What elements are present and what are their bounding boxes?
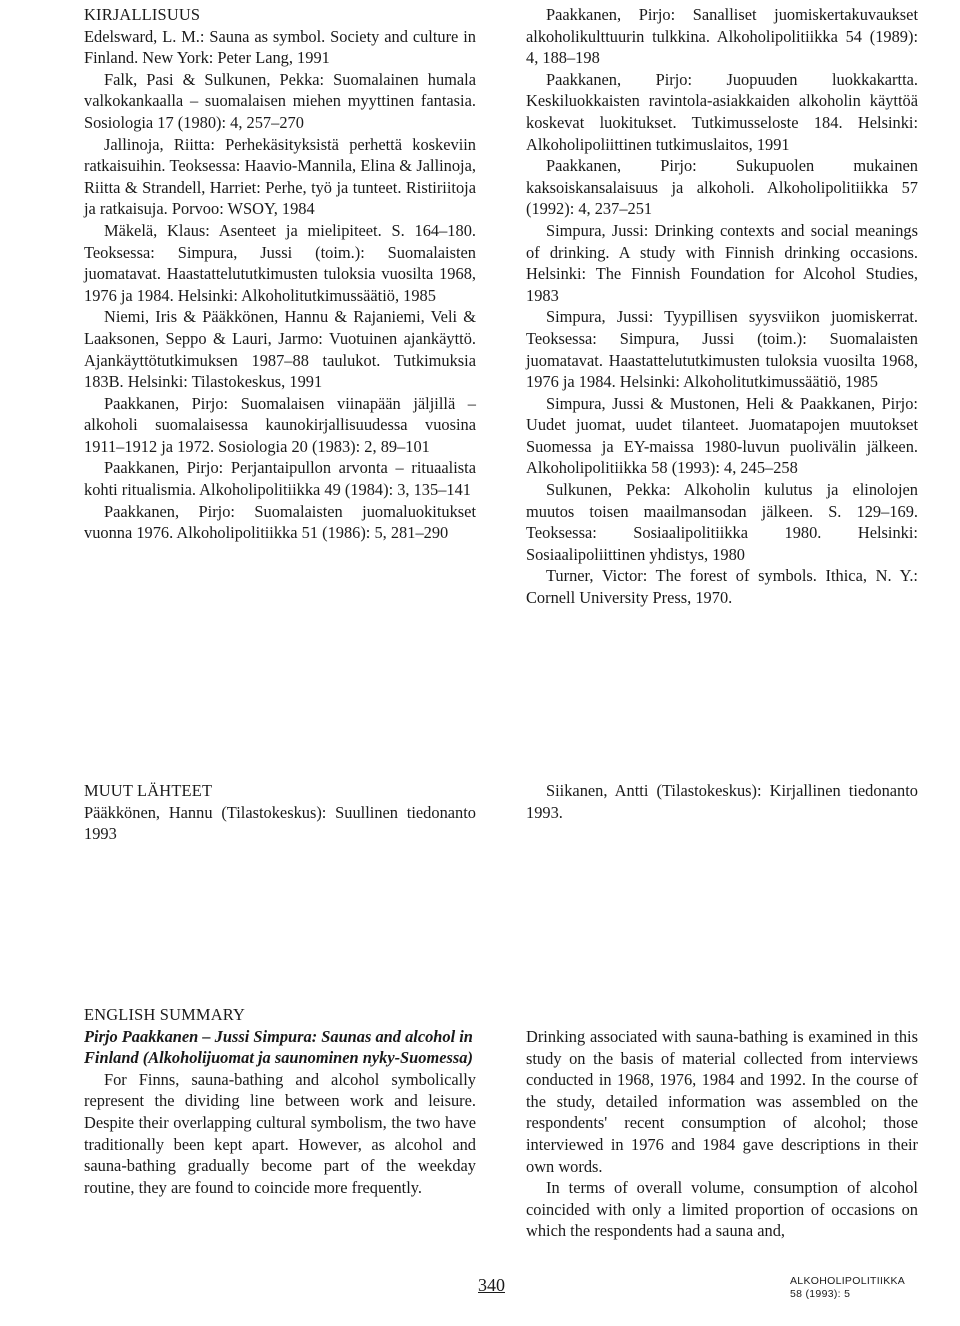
journal-reference: [790, 1275, 905, 1301]
summary-paragraph: For Finns, sauna-bathing and alcohol symbolically represent the dividing line between work and leisure. Despite their overlapping cultural symbolism, the two have traditionally been kept apart. However, as alcohol and sauna-bathing gradually become part of the weekday routine, they are found to coincide more frequently.: [84, 1069, 476, 1197]
other-sources-right-column: [526, 780, 918, 823]
reference-entry: Jallinoja, Riitta: Perhekäsityksistä perhettä koskeviin ratkaisuihin. Teoksessa: Haavio-Mannila, Elina & Jallinoja, Riitta & Strandell, Harriet: Perhe, työ ja tunteet. Ristiriitoja ja ratkaisuja. Porvoo: WSOY, 1984: [84, 134, 476, 219]
source-entry: Siikanen, Antti (Tilastokeskus): Kirjallinen tiedonanto 1993.: [526, 781, 918, 822]
other-sources-left-column: [84, 780, 476, 845]
reference-entry: Niemi, Iris & Pääkkönen, Hannu & Rajaniemi, Veli & Laaksonen, Seppo & Lauri, Jarmo: Vuotuinen ajankäyttö. Ajankäyttötutkimuksen 1987–88 taulukot. Tutkimuksia 183B. Helsinki: Tilastokeskus, 1991: [84, 307, 476, 392]
reference-entry: Mäkelä, Klaus: Asenteet ja mielipiteet. S. 164–180. Teoksessa: Simpura, Jussi (toim.): Suomalaisten juomatavat. Haastattelututkimusten tuloksia vuosilta 1968, 1976 ja 1984. Helsinki: Alkoholitutkimussäätiö, 1985: [84, 220, 476, 305]
summary-left-column: [84, 1004, 476, 1198]
reference-entry: Paakkanen, Pirjo: Perjantaipullon arvonta – rituaalista kohti ritualismia. Alkoholipolitiikka 49 (1984): 3, 135–141: [84, 458, 476, 500]
reference-entry: Paakkanen, Pirjo: Juopuuden luokkakartta. Keskiluokkaisten ravintola-asiakkaiden alkoholin käyttöä koskevat luokitukset. Tutkimusseloste 184. Helsinki: Alkoholipoliittinen tutkimuslaitos, 1991: [526, 69, 918, 154]
summary-heading: ENGLISH SUMMARY: [84, 1005, 246, 1024]
summary-paragraph: Drinking associated with sauna-bathing is examined in this study on the basis of material collected from interviews conducted in 1968, 1976, 1984 and 1992. In the course of the study, detailed information was assembled on the respondents' recent consumption of alcohol; those interviewed in 1976 and 1984 gave descriptions in their own words.: [526, 1027, 918, 1176]
reference-entry: Simpura, Jussi & Mustonen, Heli & Paakkanen, Pirjo: Uudet juomat, uudet tilanteet. Juomatapojen muutokset Suomessa ja EY-maissa 1980-luvun puolivälin jälkeen. Alkoholipolitiikka 58 (1993): 4, 245–258: [526, 393, 918, 478]
summary-paragraph: In terms of overall volume, consumption of alcohol coincided with only a limited proportion of occasions on which the respondents had a sauna and,: [526, 1178, 918, 1241]
references-left-column: [84, 4, 476, 544]
reference-entry: Turner, Victor: The forest of symbols. Ithica, N. Y.: Cornell University Press, 1970.: [526, 566, 918, 608]
page-number: 340: [478, 1275, 505, 1295]
reference-entry: Paakkanen, Pirjo: Sanalliset juomiskertakuvaukset alkoholikulttuurin tulkkina. Alkoholipolitiikka 54 (1989): 4, 188–198: [526, 5, 918, 68]
reference-entry: Simpura, Jussi: Tyypillisen syysviikon juomiskerrat. Teoksessa: Simpura, Jussi (toim.): Suomalaisten juomatavat. Haastattelututkimusten tuloksia vuosilta 1968, 1976 ja 1984. Helsinki: Alkoholitutkimussäätiö, 1985: [526, 307, 918, 392]
reference-entry: Simpura, Jussi: Drinking contexts and social meanings of drinking. A study with Finnish drinking occasions. Helsinki: The Finnish Foundation for Alcohol Studies, 1983: [526, 220, 918, 305]
reference-entry: Paakkanen, Pirjo: Sukupuolen mukainen kaksoiskansalaisuus ja alkoholi. Alkoholipolitiikka 57 (1992): 4, 237–251: [526, 156, 918, 219]
reference-entry: Falk, Pasi & Sulkunen, Pekka: Suomalainen humala valkokankaalla – suomalaisen miehen myyttinen fantasia. Sosiologia 17 (1980): 4, 257–270: [84, 69, 476, 132]
reference-entry: Edelsward, L. M.: Sauna as symbol. Society and culture in Finland. New York: Peter Lang, 1991: [84, 26, 476, 68]
source-entry: Pääkkönen, Hannu (Tilastokeskus): Suullinen tiedonanto 1993: [84, 802, 476, 844]
summary-article-title: Pirjo Paakkanen – Jussi Simpura: Saunas and alcohol in Finland (Alkoholijuomat ja saunominen nyky-Suomessa): [84, 1026, 473, 1068]
other-sources-heading: MUUT LÄHTEET: [84, 781, 213, 800]
summary-right-column: [526, 1026, 918, 1242]
journal-issue: 58 (1993): 5: [790, 1288, 851, 1300]
reference-entry: Paakkanen, Pirjo: Suomalaisten juomaluokitukset vuonna 1976. Alkoholipolitiikka 51 (1986): 5, 281–290: [84, 501, 476, 543]
references-heading: KIRJALLISUUS: [84, 5, 201, 24]
reference-entry: Sulkunen, Pekka: Alkoholin kulutus ja elinolojen muutos toisen maailmansodan jälkeen. S. 129–169. Teoksessa: Sosiaalipolitiikka 1980. Helsinki: Sosiaalipoliittinen yhdistys, 1980: [526, 480, 918, 564]
journal-name: ALKOHOLIPOLITIIKKA: [790, 1275, 906, 1287]
references-right-column: [526, 4, 918, 609]
reference-entry: Paakkanen, Pirjo: Suomalaisen viinapään jäljillä – alkoholi suomalaisessa kaunokirjallisuudessa vuosina 1911–1912 ja 1972. Sosiologia 20 (1983): 2, 89–101: [84, 393, 476, 456]
